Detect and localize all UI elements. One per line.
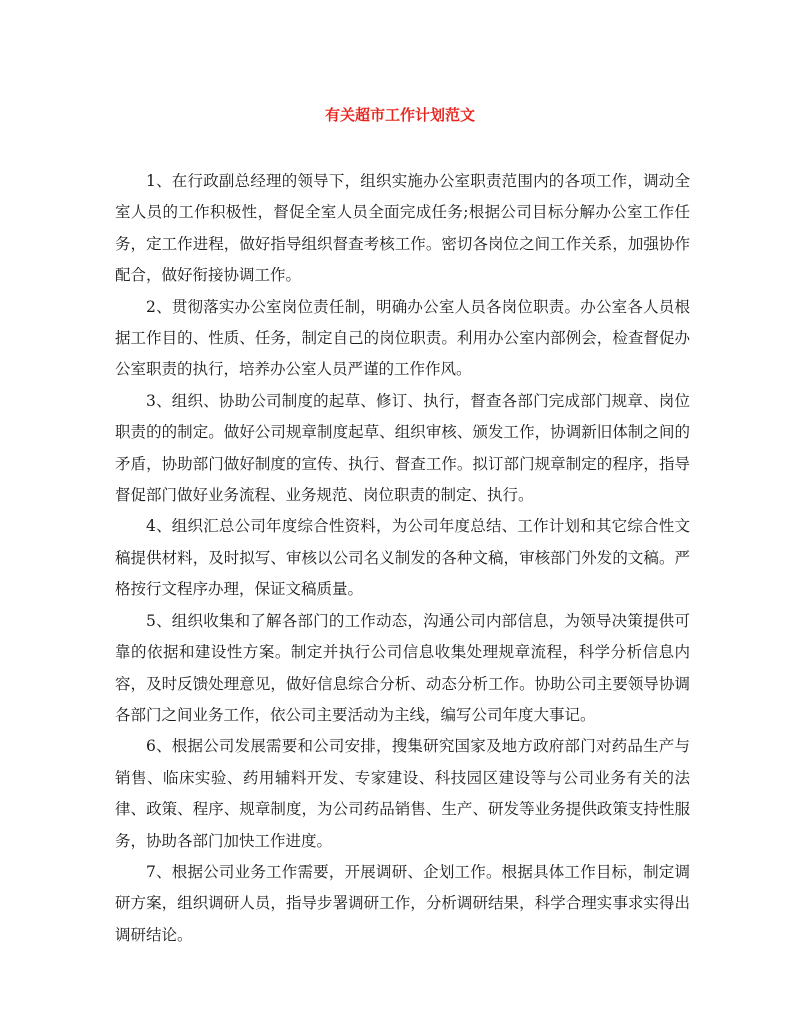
document-title: 有关超市工作计划范文 <box>324 106 475 124</box>
paragraph-6: 6、根据公司发展需要和公司安排，搜集研究国家及地方政府部门对药品生产与销售、临床实验、药用辅料开发、专家建设、科技园区建设等与公司业务有关的法律、政策、程序、规章制度，为公司药品销售、生产、研发等业务提供政策支持性服务，协助各部门加快工作进度。 <box>115 737 690 850</box>
paragraph-7: 7、根据公司业务工作需要，开展调研、企划工作。根据具体工作目标，制定调研方案，组织调研人员，指导步署调研工作，分析调研结果，科学合理实事求实得出调研结论。 <box>115 862 690 944</box>
document-body <box>115 166 690 951</box>
paragraph-3: 3、组织、协助公司制度的起草、修订、执行，督查各部门完成部门规章、岗位职责的的制定。做好公司规章制度起草、组织审核、颁发工作，协调新旧体制之间的矛盾，协助部门做好制度的宣传、执行、督查工作。拟订部门规章制定的程序，指导督促部门做好业务流程、业务规范、岗位职责的制定、执行。 <box>115 391 690 505</box>
paragraph-5: 5、组织收集和了解各部门的工作动态，沟通公司内部信息，为领导决策提供可靠的依据和建设性方案。制定并执行公司信息收集处理规章流程，科学分析信息内容，及时反馈处理意见，做好信息综合分析、动态分析工作。协助公司主要领导协调各部门之间业务工作，依公司主要活动为主线，编写公司年度大事记。 <box>115 611 690 724</box>
paragraph-1: 1、在行政副总经理的领导下，组织实施办公室职责范围内的各项工作，调动全室人员的工作积极性，督促全室人员全面完成任务;根据公司目标分解办公室工作任务，定工作进程，做好指导组织督查考核工作。密切各岗位之间工作关系，加强协作配合，做好衔接协调工作。 <box>115 172 690 285</box>
paragraph-2: 2、贯彻落实办公室岗位责任制，明确办公室人员各岗位职责。办公室各人员根据工作目的、性质、任务，制定自己的岗位职责。利用办公室内部例会，检查督促办公室职责的执行，培养办公室人员严谨的工作作风。 <box>115 297 690 379</box>
paragraph-4: 4、组织汇总公司年度综合性资料，为公司年度总结、工作计划和其它综合性文稿提供材料，及时拟写、审核以公司名义制发的各种文稿，审核部门外发的文稿。严格按行文程序办理，保证文稿质量。 <box>115 517 690 599</box>
